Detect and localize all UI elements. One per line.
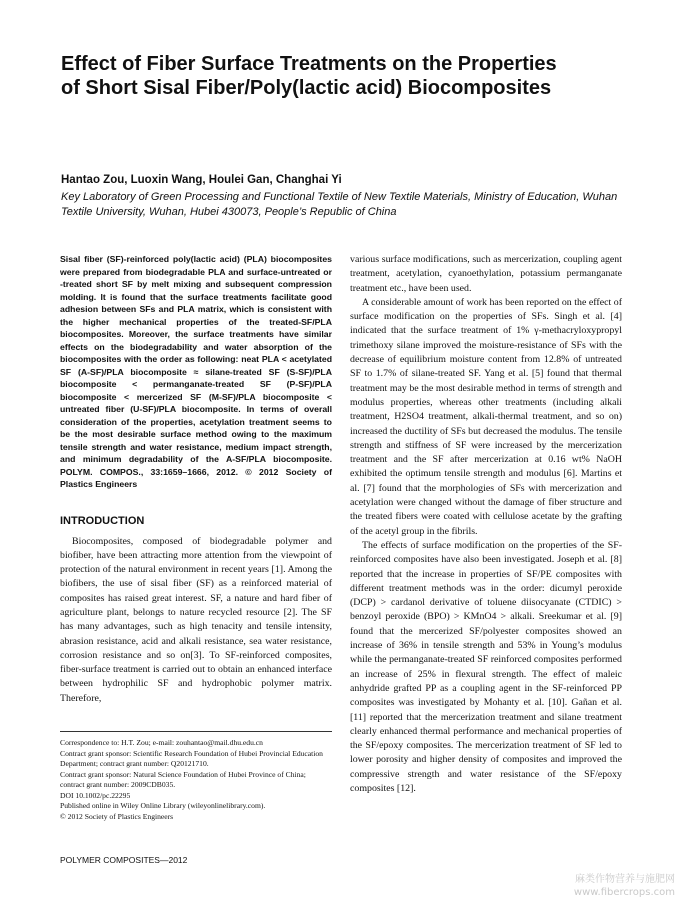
intro-paragraph-3: The effects of surface modification on the properties of the SF-reinforced composites have also been investigated. Joseph et al. [8] reported that the increase in properties of SF/PE composites with different treatment methods was in the order: dicumyl peroxide (DCP) > cardanol derivative of toluene diisocyanate (CTDIC) > benzoyl peroxide (BPO) > KMnO4 > alkali. Sreekumar et al. [9] found that the mercerized SF/polyester composites showed an increase of 36% in tensile strength and 53% in Young’s modulus while the permanganate-treated SF reinforced composites performed an increase of 25% in flexural strength. The effect of maleic anhydride grafted PP as a coupling agent in the SF-reinforced PP composites was investigated by Mohanty et al. [10]. Gañan et al. [11] reported that the mercerization treatment and silane treatment clearly enhanced thermal performance and mechanical properties of the SF/epoxy composites. The mercerization treatment of SF led to lower porosity and higher density of composites and improved the compressive strength and water resistance of the SF/epoxy composites [12]. bbox=[350, 539, 622, 794]
journal-footer: POLYMER COMPOSITES—2012 bbox=[60, 855, 188, 865]
footnote-doi: DOI 10.1002/pc.22295 bbox=[60, 790, 131, 800]
right-column bbox=[350, 253, 622, 796]
intro-paragraph-continued: various surface modifications, such as mercerization, coupling agent treatment, acetylation, cyanoethylation, potassium permanganate treatment etc., have been used. bbox=[350, 254, 622, 294]
section-heading-introduction: INTRODUCTION bbox=[60, 514, 145, 527]
affiliation: Key Laboratory of Green Processing and Functional Textile of New Textile Materials, Ministry of Education, Wuhan Textile University, Wuhan, Hubei 430073, People’s Republic of China bbox=[61, 191, 618, 218]
footnote-published: Published online in Wiley Online Library (wileyonlinelibrary.com). bbox=[60, 801, 266, 810]
footnotes bbox=[60, 731, 332, 822]
watermark-line-2: www.fibercrops.com bbox=[573, 887, 675, 898]
paper-title bbox=[61, 52, 631, 100]
footnote-grant-2: Contract grant sponsor: Natural Science Foundation of Hubei Province of China; contract grant number: 2009CDB035. bbox=[60, 769, 306, 789]
author-list: Hantao Zou, Luoxin Wang, Houlei Gan, Changhai Yi bbox=[61, 174, 342, 186]
title-line-1: Effect of Fiber Surface Treatments on the Properties bbox=[61, 53, 557, 75]
left-column bbox=[60, 253, 332, 706]
footnote-correspondence: Correspondence to: H.T. Zou; e-mail: zouhantao@mail.dhu.edu.cn bbox=[60, 738, 263, 747]
footnote-grant-1: Contract grant sponsor: Scientific Research Foundation of Hubei Provincial Education Department; contract grant number: Q20121710. bbox=[60, 748, 323, 768]
watermark bbox=[574, 873, 675, 899]
intro-paragraph-1: Biocomposites, composed of biodegradable polymer and biofiber, have been attracting more attention from the viewpoint of protection of the natural environment in recent years [1]. Among the biofibers, the use of sisal fiber (SF) as a reinforced material of composites has raised great interest. SF, a nature and hard fiber of agriculture plant, belongs to nature recycled resource [2]. The SF has many advantages, such as high tenacity and tensile intensity, abrasion resistance, acid and alkali resistance, sea water resistance, corrosion resistance and so on[3]. To SF-reinforced composites, fiber-surface treatment is carried out to obtain an enhanced interface between hydrophilic SF and hydrophobic polymer matrix. Therefore, bbox=[60, 535, 332, 704]
abstract: Sisal fiber (SF)-reinforced poly(lactic acid) (PLA) biocomposites were prepared from biodegradable PLA and surface-untreated or -treated short SF by melt mixing and subsequent compression molding. It is found that the surface treatments facilitate good adhesion between SFs and PLA matrix, which is consistent with the higher mechanical properties of the treated-SF/PLA biocomposites. Moreover, the surface treatments have similar effects on the biodegradability and water absorption of the biocomposites with the order as following: neat PLA < acetylated SF (A-SF)/PLA biocomposite ≈ silane-treated SF (S-SF)/PLA biocomposite < permanganate-treated SF (P-SF)/PLA biocomposite < mercerized SF (M-SF)/PLA biocomposite < untreated fiber (U-SF)/PLA biocomposite. In terms of overall consideration of the properties, acetylation treatment seems to be the most desirable surface method owing to the maximum tensile strength and water resistance, medium impact strength, and minimum degradability of the A-SF/PLA biocomposite. POLYM. COMPOS., 33:1659–1666, 2012. © 2012 Society of Plastics Engineers bbox=[60, 254, 332, 489]
intro-paragraph-2: A considerable amount of work has been reported on the effect of surface modification on the properties of SFs. Singh et al. [4] indicated that the surface treatment of 1% γ-methacryloxypropyl trimethoxy silane improved the moisture-resistance of SFs with the decrease of equilibrium moisture content from 12.8% of untreated SF to 1.7% of silane-treated SF. Yang et al. [5] found that thermal treatment may be the most desirable method in terms of strength and modulus properties, whereas other treatments (including alkali treatment, H2SO4 treatment, alkali-thermal treatment, and so on) increased the ductility of SFs but decreased the modulus. The tensile strength and stiffness of SF were increased by the mercerization treatment and the SF after mercerization at 0.16 wt% NaOH exhibited the optimum tensile strength and modulus [6]. Martins et al. [7] found that the morphologies of SFs with mercerization and acetylation were changed without the damage of fiber structure and the treated fibers were coated with cellulose acetate by the grafting of the acetyl group in the fibrils. bbox=[350, 296, 622, 537]
watermark-line-1: 麻类作物营养与施肥网 bbox=[575, 874, 675, 885]
title-line-2: of Short Sisal Fiber/Poly(lactic acid) Biocomposites bbox=[61, 77, 552, 99]
footnote-copyright: © 2012 Society of Plastics Engineers bbox=[60, 811, 174, 821]
